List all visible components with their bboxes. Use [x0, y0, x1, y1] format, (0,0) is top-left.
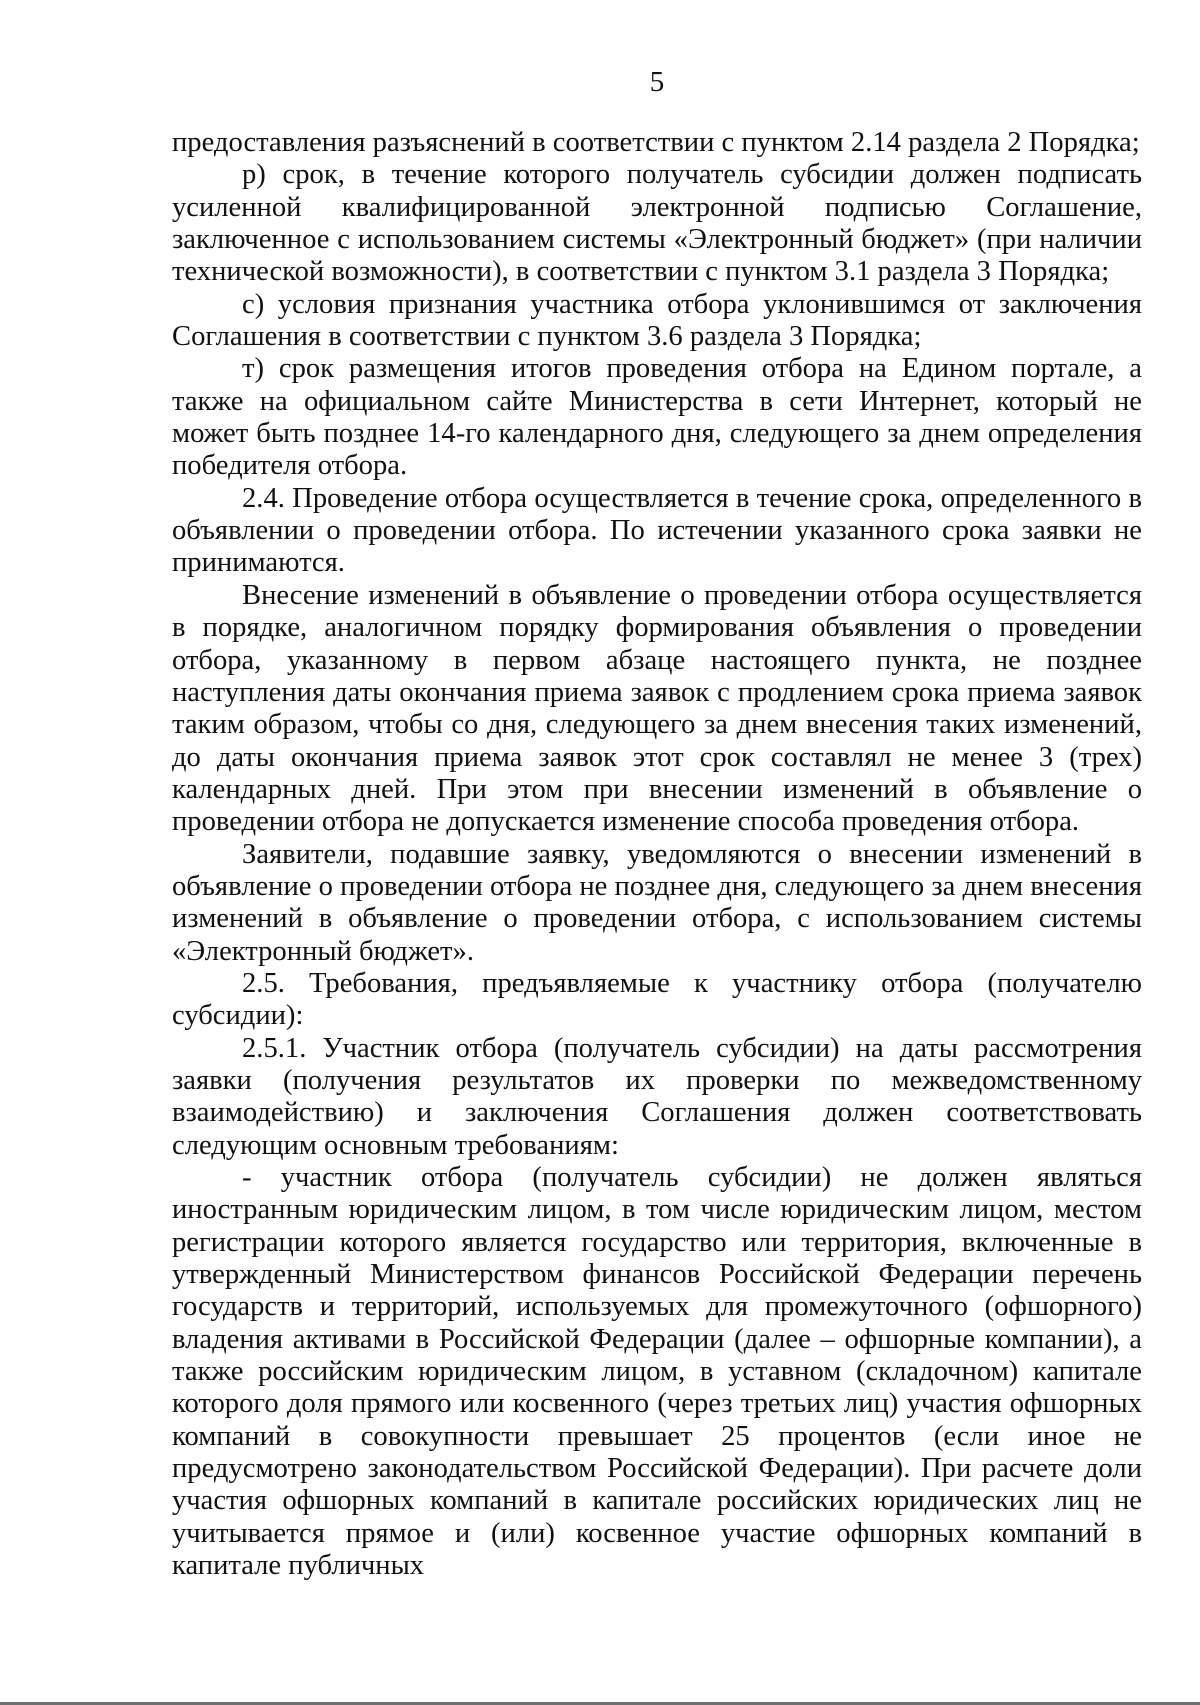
page-number: 5 [649, 66, 665, 98]
paragraph-section-2-5-1: 2.5.1. Участник отбора (получатель субсидии) на даты рассмотрения заявки (получения результатов их проверки по межведомственному взаимодействию) и заключения Соглашения должен соответствовать следующим основным требованиям: [172, 1032, 1142, 1161]
paragraph-item-r: р) срок, в течение которого получатель субсидии должен подписать усиленной квалифицированной электронной подписью Соглашение, заключенное с использованием системы «Электронный бюджет» (при наличии технической возможности), в соответствии с пунктом 3.1 раздела 3 Порядка; [172, 159, 1142, 288]
paragraph-continuation: предоставления разъяснений в соответствии с пунктом 2.14 раздела 2 Порядка; [172, 127, 1140, 158]
document-body [172, 127, 1142, 1582]
paragraph-item-t: т) срок размещения итогов проведения отбора на Едином портале, а также на официальном сайте Министерства в сети Интернет, который не может быть позднее 14-го календарного дня, следующего за днем определения победителя отбора. [172, 353, 1142, 482]
paragraph-section-2-5: 2.5. Требования, предъявляемые к участнику отбора (получателю субсидии): [172, 967, 1142, 1032]
paragraph-item-s: с) условия признания участника отбора уклонившимся от заключения Соглашения в соответствии с пунктом 3.6 раздела 3 Порядка; [172, 288, 1142, 353]
paragraph-amendments: Внесение изменений в объявление о проведении отбора осуществляется в порядке, аналогичном порядку формирования объявления о проведении отбора, указанному в первом абзаце настоящего пункта, не позднее наступления даты окончания приема заявок с продлением срока приема заявок таким образом, чтобы со дня, следующего за днем внесения таких изменений, до даты окончания приема заявок этот срок составлял не менее 3 (трех) календарных дней. При этом при внесении изменений в объявление о проведении отбора не допускается изменение способа проведения отбора. [172, 579, 1142, 838]
paragraph-section-2-4: 2.4. Проведение отбора осуществляется в течение срока, определенного в объявлении о проведении отбора. По истечении указанного срока заявки не принимаются. [172, 482, 1142, 579]
paragraph-requirement-offshore: - участник отбора (получатель субсидии) не должен являться иностранным юридическим лицом, в том числе юридическим лицом, местом регистрации которого является государство или территория, включенные в утвержденный Министерством финансов Российской Федерации перечень государств и территорий, используемых для промежуточного (офшорного) владения активами в Российской Федерации (далее – офшорные компании), а также российским юридическим лицом, в уставном (складочном) капитале которого доля прямого или косвенного (через третьих лиц) участия офшорных компаний в совокупности превышает 25 процентов (если иное не предусмотрено законодательством Российской Федерации). При расчете доли участия офшорных компаний в капитале российских юридических лиц не учитывается прямое и (или) косвенное участие офшорных компаний в капитале публичных [172, 1162, 1142, 1582]
paragraph-applicants-notice: Заявители, подавшие заявку, уведомляются о внесении изменений в объявление о проведении отбора не позднее дня, следующего за днем внесения изменений в объявление о проведении отбора, с использованием системы «Электронный бюджет». [172, 838, 1142, 967]
